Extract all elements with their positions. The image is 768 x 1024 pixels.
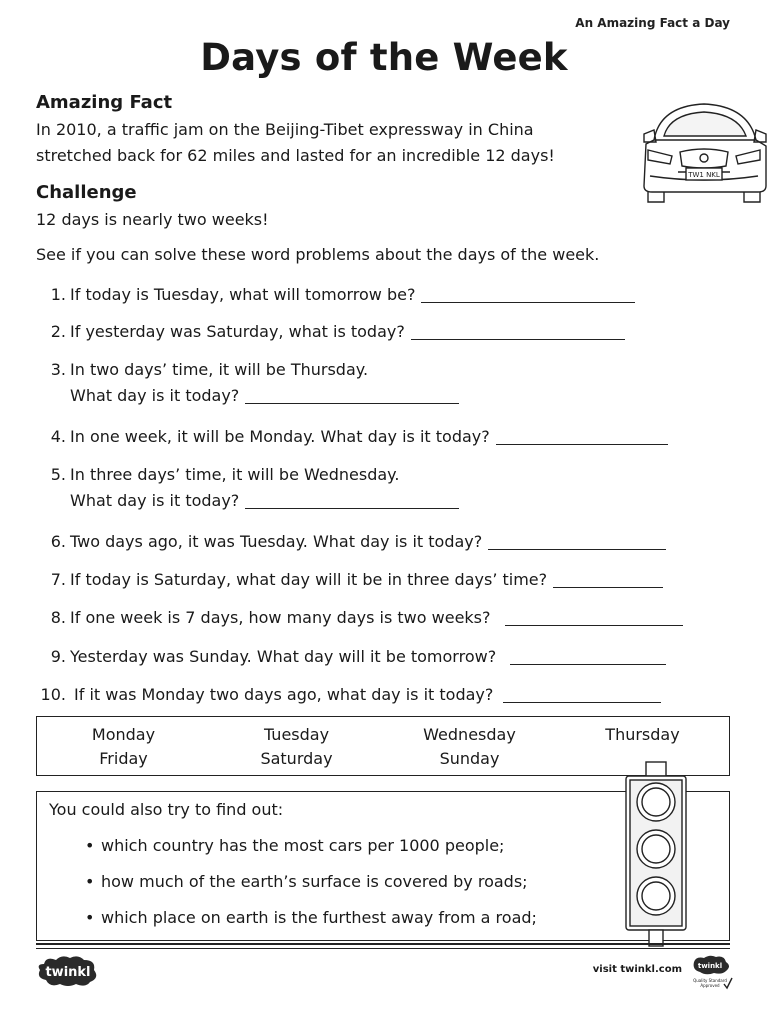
footer-divider-thin (36, 948, 730, 949)
answer-blank-5[interactable] (245, 492, 459, 509)
quality-badge-icon (688, 954, 734, 992)
answer-blank-3[interactable] (245, 387, 459, 404)
day-sunday: Sunday (439, 749, 500, 768)
amazing-fact-line-2: stretched back for 62 miles and lasted for an incredible 12 days! (36, 146, 555, 165)
bullet: • (85, 872, 95, 891)
question-text: In three days’ time, it will be Wednesday. (70, 465, 400, 484)
question-1 (36, 282, 635, 308)
question-2 (36, 319, 625, 345)
answer-blank-2[interactable] (411, 323, 625, 340)
car-illustration (640, 100, 768, 206)
svg-text:Approved: Approved (700, 983, 720, 988)
twinkl-logo-text: twinkl (45, 965, 91, 980)
question-number: 3. (50, 360, 66, 379)
question-number: 6. (50, 532, 66, 551)
day-tuesday: Tuesday (263, 725, 330, 744)
list-item (85, 908, 537, 944)
amazing-fact-line-1: In 2010, a traffic jam on the Beijing-Tibet expressway in China (36, 120, 534, 139)
question-4 (36, 424, 668, 450)
question-text: If yesterday was Saturday, what is today? (70, 322, 405, 341)
series-tag: An Amazing Fact a Day (575, 16, 730, 30)
svg-text:twinkl: twinkl (697, 962, 723, 970)
page-title: Days of the Week (200, 36, 568, 79)
traffic-light-icon (620, 758, 692, 950)
question-10 (36, 682, 661, 708)
question-text: In two days’ time, it will be Thursday. (70, 360, 369, 379)
question-text-line-2: What day is it today? (70, 491, 240, 510)
bullet: • (85, 908, 95, 927)
amazing-fact-text (36, 117, 555, 169)
answer-blank-9[interactable] (510, 648, 666, 665)
find-out-list (85, 836, 537, 944)
question-8 (36, 605, 683, 631)
svg-text:Quality Standard: Quality Standard (693, 978, 727, 983)
answer-blank-1[interactable] (421, 286, 635, 303)
question-text-line-2: What day is it today? (70, 386, 240, 405)
question-number: 4. (50, 427, 66, 446)
amazing-fact-heading: Amazing Fact (36, 92, 173, 113)
question-number: 10. (40, 685, 66, 704)
question-6 (36, 529, 666, 555)
challenge-instructions: See if you can solve these word problems about the days of the week. (36, 245, 600, 264)
question-number: 5. (50, 465, 66, 484)
question-number: 9. (50, 647, 66, 666)
question-text: In one week, it will be Monday. What day is it today? (70, 427, 490, 446)
day-thursday: Thursday (605, 725, 680, 744)
question-9 (36, 644, 666, 670)
question-text: Two days ago, it was Tuesday. What day is it today? (70, 532, 483, 551)
bullet: • (85, 836, 95, 855)
find-out-item-3: which place on earth is the furthest away from a road; (101, 908, 537, 927)
question-text: If today is Saturday, what day will it be in three days’ time? (70, 570, 548, 589)
day-wednesday: Wednesday (423, 725, 516, 744)
challenge-heading: Challenge (36, 182, 137, 203)
challenge-line: 12 days is nearly two weeks! (36, 210, 269, 229)
question-number: 2. (50, 322, 66, 341)
question-3 (36, 357, 459, 409)
answer-blank-4[interactable] (496, 428, 668, 445)
answer-blank-10[interactable] (503, 686, 661, 703)
day-friday: Friday (99, 749, 148, 768)
question-5 (36, 462, 459, 514)
day-monday: Monday (91, 725, 156, 744)
question-text: Yesterday was Sunday. What day will it be tomorrow? (70, 647, 497, 666)
answer-blank-6[interactable] (488, 533, 666, 550)
find-out-item-2: how much of the earth’s surface is covered by roads; (101, 872, 528, 891)
day-saturday: Saturday (260, 749, 333, 768)
question-text: If today is Tuesday, what will tomorrow be? (70, 285, 416, 304)
find-out-intro: You could also try to find out: (49, 800, 284, 819)
question-text: If it was Monday two days ago, what day is it today? (74, 685, 494, 704)
find-out-item-1: which country has the most cars per 1000 people; (101, 836, 505, 855)
question-number: 8. (50, 608, 66, 627)
car-plate: TW1 NKL (688, 171, 720, 179)
twinkl-logo (36, 954, 100, 988)
question-text: If one week is 7 days, how many days is two weeks? (70, 608, 491, 627)
question-number: 7. (50, 570, 66, 589)
list-item (85, 836, 537, 872)
answer-blank-8[interactable] (505, 609, 683, 626)
question-7 (36, 567, 663, 593)
list-item (85, 872, 537, 908)
answer-blank-7[interactable] (553, 571, 663, 588)
question-number: 1. (50, 285, 66, 304)
footer-divider (36, 943, 730, 945)
twinkl-link[interactable]: visit twinkl.com (592, 964, 682, 975)
